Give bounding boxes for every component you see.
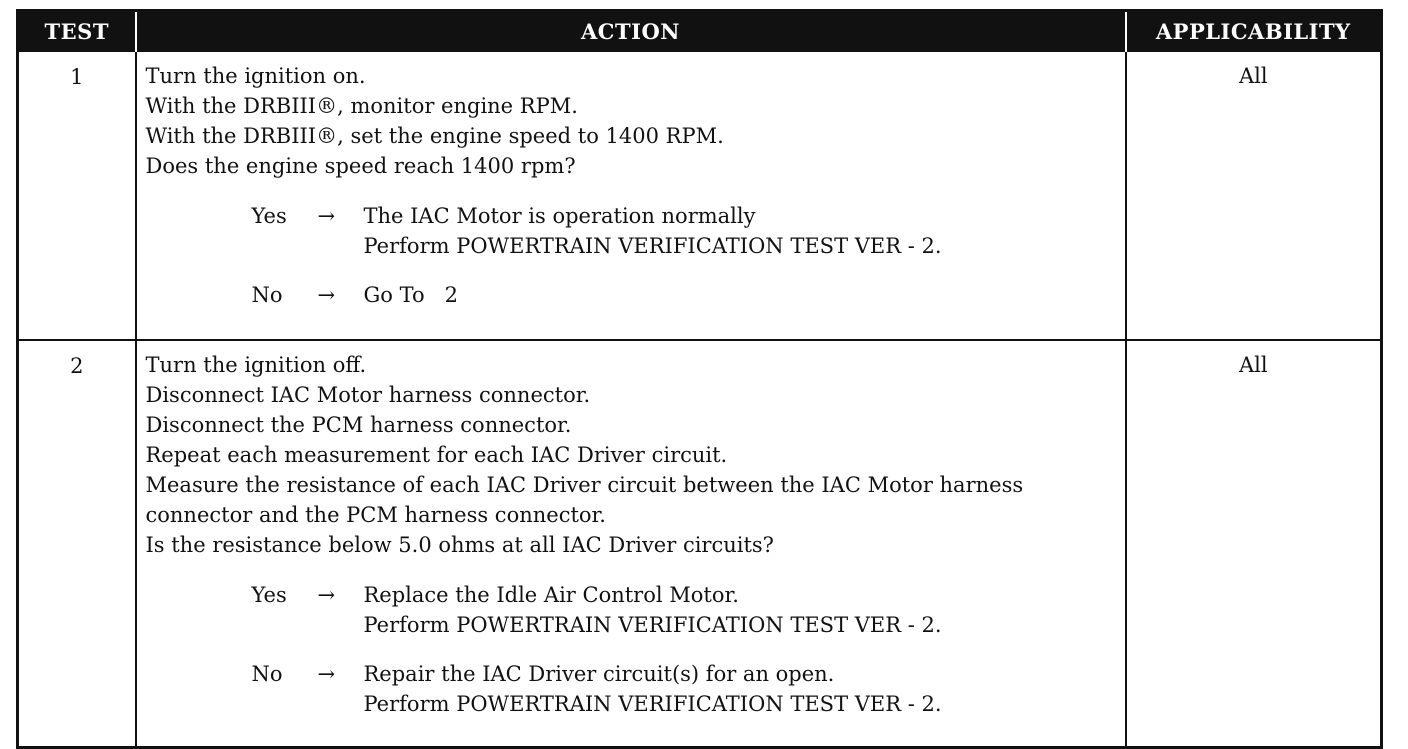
- test-number: 1: [18, 51, 136, 340]
- diagnostic-test-table: [16, 9, 1383, 749]
- goto-link[interactable]: Go To 2: [363, 283, 458, 307]
- no-outcome: [252, 659, 1117, 719]
- outcome-line: Perform POWERTRAIN VERIFICATION TEST VER - 2.: [363, 692, 942, 716]
- table-header-row: [18, 11, 1382, 52]
- no-outcome: [252, 280, 1117, 310]
- action-step: Disconnect IAC Motor harness connector.: [145, 383, 591, 407]
- action-step: Repeat each measurement for each IAC Driver circuit.: [145, 443, 728, 467]
- action-step: With the DRBIII®, set the engine speed to 1400 RPM.: [145, 124, 724, 148]
- header-action: ACTION: [136, 11, 1126, 52]
- arrow-icon: →: [317, 662, 336, 686]
- applicability-cell: All: [1126, 51, 1382, 340]
- test-number: 2: [18, 340, 136, 748]
- action-step: Measure the resistance of each IAC Driver circuit between the IAC Motor harness: [145, 473, 1024, 497]
- no-label: No: [251, 283, 283, 307]
- action-step: Disconnect the PCM harness connector.: [145, 413, 572, 437]
- header-test: TEST: [18, 11, 136, 52]
- action-step: Does the engine speed reach 1400 rpm?: [145, 154, 576, 178]
- action-step: connector and the PCM harness connector.: [145, 503, 606, 527]
- action-step: Is the resistance below 5.0 ohms at all IAC Driver circuits?: [145, 533, 774, 557]
- outcome-line: Perform POWERTRAIN VERIFICATION TEST VER - 2.: [363, 613, 942, 637]
- yes-outcome: [252, 201, 1117, 261]
- applicability-cell: All: [1126, 340, 1382, 748]
- action-step: With the DRBIII®, monitor engine RPM.: [145, 94, 578, 118]
- action-step: Turn the ignition on.: [145, 64, 366, 88]
- outcome-line: Repair the IAC Driver circuit(s) for an open.: [363, 662, 835, 686]
- yes-outcome: [252, 580, 1117, 640]
- action-cell: [136, 51, 1126, 340]
- header-applicability: APPLICABILITY: [1126, 11, 1382, 52]
- action-cell: [136, 340, 1126, 748]
- yes-label: Yes: [251, 583, 287, 607]
- table-row: [18, 51, 1382, 340]
- no-label: No: [251, 662, 283, 686]
- arrow-icon: →: [317, 283, 336, 307]
- table-row: [18, 340, 1382, 748]
- arrow-icon: →: [317, 204, 336, 228]
- yes-label: Yes: [251, 204, 287, 228]
- outcome-line: Replace the Idle Air Control Motor.: [363, 583, 739, 607]
- arrow-icon: →: [317, 583, 336, 607]
- action-step: Turn the ignition off.: [145, 353, 367, 377]
- outcome-line: Perform POWERTRAIN VERIFICATION TEST VER - 2.: [363, 234, 942, 258]
- outcome-line: The IAC Motor is operation normally: [363, 204, 756, 228]
